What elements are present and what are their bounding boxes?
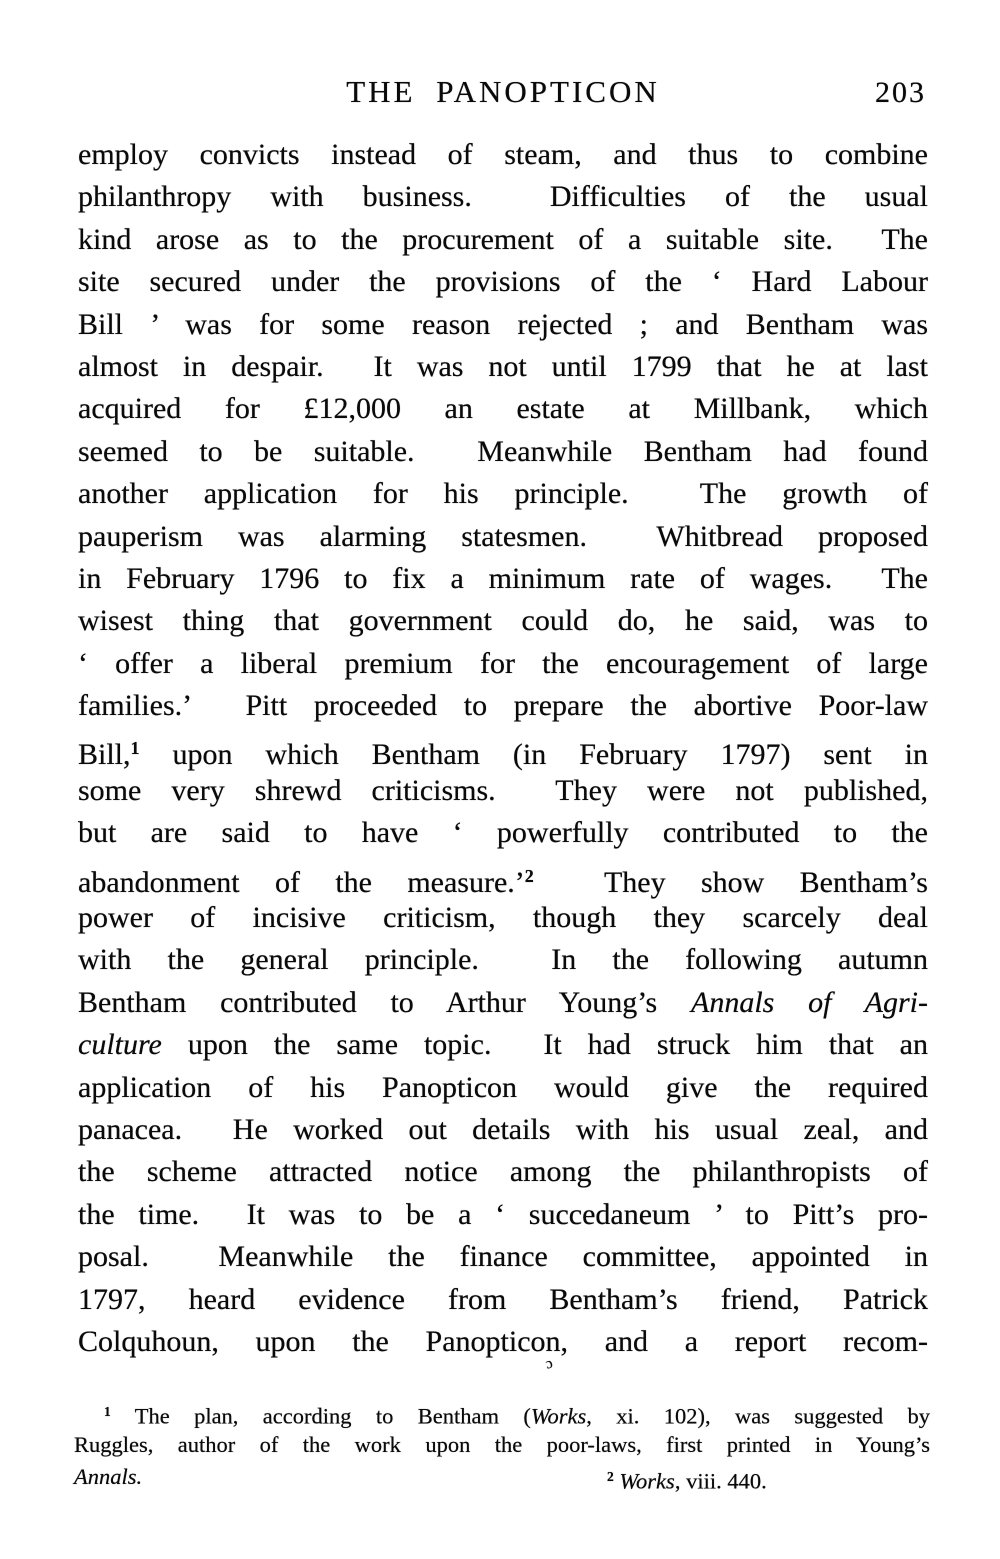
text-segment: but are said to have ‘ powerfully contributed to the: [78, 816, 928, 850]
text-segment: pauperism was alarming statesmen. Whitbread proposed: [78, 519, 928, 553]
text-line: [78, 1067, 928, 1109]
text-line: [78, 685, 928, 727]
text-line: [78, 1024, 928, 1066]
footnote-line: [74, 1396, 930, 1429]
footnote-right: [607, 1461, 767, 1498]
text-segment: employ convicts instead of steam, and thus to combine: [78, 138, 928, 171]
text-segment: upon the same topic. It had struck him that an: [161, 1028, 928, 1062]
page-number: 203: [875, 76, 926, 109]
text-segment: another application for his principle. The growth of: [78, 477, 928, 511]
text-segment: Annals of Agri-: [691, 985, 929, 1019]
text-line: [78, 770, 928, 812]
text-segment: They show Bentham’s: [533, 865, 928, 899]
text-line: [78, 812, 928, 854]
text-line: [78, 600, 928, 642]
text-segment: power of incisive criticism, though they scarcely deal: [78, 901, 928, 935]
text-line: [78, 1194, 928, 1236]
text-segment: application of his Panopticon would give the required: [78, 1070, 928, 1104]
body-text: [78, 134, 928, 1363]
running-head-title: THE PANOPTICON: [346, 74, 660, 109]
text-segment: posal. Meanwhile the finance committee, appointed in: [78, 1240, 928, 1274]
text-segment: some very shrewd criticisms. They were not published,: [78, 773, 928, 807]
text-segment: Works: [619, 1468, 675, 1494]
text-line: [78, 1236, 928, 1278]
text-segment: Bill,: [78, 738, 131, 772]
text-line: [78, 388, 928, 430]
text-line: [78, 304, 928, 346]
text-segment: in February 1796 to fix a minimum rate of wages. The: [78, 561, 928, 595]
text-segment: Colquhoun, upon the Panopticon, and a report recom-: [78, 1324, 928, 1358]
text-line: [78, 643, 928, 685]
text-line: [78, 1151, 928, 1193]
text-line: [78, 473, 928, 515]
text-segment: kind arose as to the procurement of a suitable site. The: [78, 222, 928, 256]
text-segment: culture: [78, 1028, 162, 1062]
footnote-line: [74, 1429, 930, 1462]
text-segment: site secured under the provisions of the ‘ Hard Labour: [78, 265, 928, 299]
text-line: [78, 1109, 928, 1151]
text-segment: , xi. 102), was suggested by: [586, 1403, 930, 1429]
text-line: [78, 219, 928, 261]
text-segment: Bentham contributed to Arthur Young’s: [78, 985, 692, 1019]
text-segment: philanthropy with business. Difficulties of the usual: [78, 180, 928, 214]
text-segment: , viii. 440.: [674, 1468, 767, 1494]
footnote-marker: 2: [524, 865, 534, 886]
text-segment: Bill ’ was for some reason rejected ; and Bentham was: [78, 307, 928, 341]
text-segment: with the general principle. In the following autumn: [78, 943, 928, 977]
text-segment: abandonment of the measure.’: [78, 865, 525, 899]
text-segment: acquired for £12,000 an estate at Millbank, which: [78, 392, 928, 426]
text-line: [78, 1279, 928, 1321]
text-segment: families.’ Pitt proceeded to prepare the abortive Poor-law: [78, 689, 928, 723]
footnote-marker: 2: [607, 1469, 614, 1485]
text-line: [78, 516, 928, 558]
text-line: [78, 897, 928, 939]
text-segment: wisest thing that government could do, he said, was to: [78, 604, 928, 638]
text-line: [78, 939, 928, 981]
text-line: [78, 982, 928, 1024]
text-line: [78, 855, 928, 897]
footnote-marker: 1: [130, 738, 140, 759]
text-segment: The plan, according to Bentham (: [110, 1403, 531, 1429]
text-segment: Annals.: [74, 1464, 143, 1490]
footnote-line: [74, 1461, 930, 1494]
text-line: [78, 134, 928, 176]
text-line: [78, 1321, 928, 1363]
ink-artifact-mark: ɔ: [543, 1355, 555, 1373]
text-line: [78, 558, 928, 600]
text-segment: almost in despair. It was not until 1799 that he at last: [78, 349, 928, 383]
footnotes: [74, 1396, 930, 1494]
text-segment: 1797, heard evidence from Bentham’s friend, Patrick: [78, 1282, 928, 1316]
text-segment: ‘ offer a liberal premium for the encouragement of large: [78, 646, 928, 680]
footnote-left: [74, 1464, 142, 1489]
text-line: [78, 346, 928, 388]
text-segment: the scheme attracted notice among the philanthropists of: [78, 1155, 928, 1189]
text-line: [78, 176, 928, 218]
text-line: [78, 261, 928, 303]
text-line: [78, 727, 928, 772]
text-segment: Ruggles, author of the work upon the poor-laws, first printed in Young’s: [74, 1431, 930, 1457]
text-segment: panacea. He worked out details with his usual zeal, and: [78, 1112, 928, 1146]
text-segment: the time. It was to be a ‘ succedaneum ’ to Pitt’s pro-: [78, 1197, 928, 1231]
text-segment: seemed to be suitable. Meanwhile Bentham had found: [78, 434, 928, 468]
text-segment: upon which Bentham (in February 1797) sent in: [139, 738, 928, 772]
text-line: [78, 431, 928, 473]
footnote-marker: 1: [104, 1404, 111, 1419]
text-segment: Works: [530, 1403, 587, 1429]
